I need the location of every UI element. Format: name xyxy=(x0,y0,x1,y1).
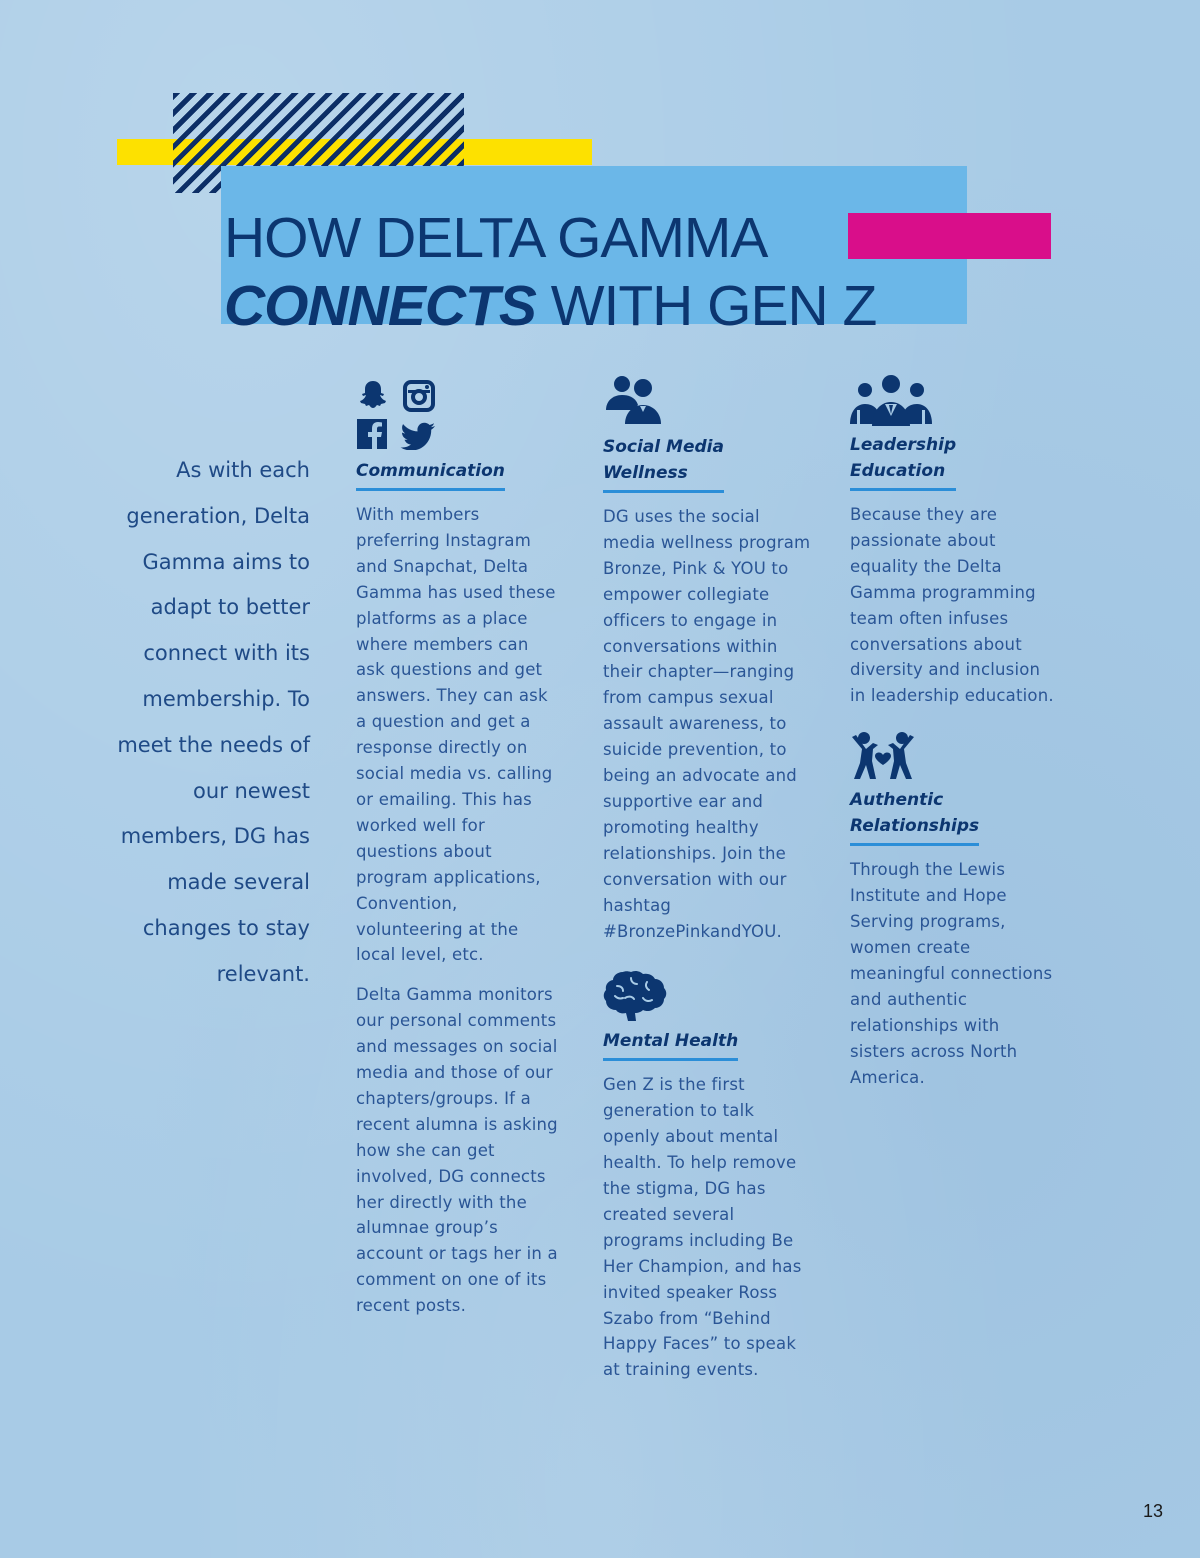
communication-body-1: With members preferring Instagram and Snapchat, Delta Gamma has used these platforms as a place where members can ask questions and get answers. They can ask a question and get a response directly on social media vs. calling or emailing. This has worked well for questions about program applications, Convention, volunteering at the local level, etc. xyxy=(356,505,556,965)
mental-health-body: Gen Z is the first generation to talk openly about mental health. To help remove the stigma, DG has created several programs including Be Her Champion, and has invited speaker Ross Szabo from “Behind Happy Faces” to speak at training events. xyxy=(603,1075,802,1380)
le-heading-line-2: Education xyxy=(850,461,946,481)
intro-text: As with each generation, Delta Gamma aims to adapt to better connect with its membership. To meet the needs of our newest members, DG has made several changes to stay relevant. xyxy=(117,458,310,986)
mental-health-heading: Mental Health xyxy=(603,1028,738,1061)
title-line-2: WITH GEN Z xyxy=(535,274,877,338)
social-media-wellness-heading xyxy=(603,434,724,493)
ar-heading-line-1: Authentic xyxy=(850,790,944,811)
page-number: 13 xyxy=(1143,1501,1164,1521)
mental-health-section xyxy=(603,968,811,1383)
facebook-icon xyxy=(357,419,387,449)
communication-heading: Communication xyxy=(356,458,505,491)
ar-heading-line-2: Relationships xyxy=(850,816,980,837)
title-line-1: HOW DELTA GAMMA xyxy=(224,206,768,270)
authentic-relationships-body: Through the Lewis Institute and Hope Serving programs, women create meaningful connections and authentic relationships with sisters across North America. xyxy=(850,860,1053,1087)
people-group-icon xyxy=(603,374,663,426)
communication-body-2: Delta Gamma monitors our personal comments and messages on social media and those of our chapters/groups. If a recent alumna is asking how she can get involved, DG connects her directly with the alumnae group’s account or tags her in a comment on one of its recent posts. xyxy=(356,985,558,1316)
leadership-education-heading xyxy=(850,432,956,491)
brain-icon xyxy=(603,968,667,1024)
friends-heart-icon xyxy=(850,731,916,783)
twitter-icon xyxy=(400,422,436,450)
social-media-wellness-section xyxy=(603,374,811,1383)
le-heading-line-1: Leadership xyxy=(850,435,957,455)
instagram-icon xyxy=(403,380,435,412)
authentic-relationships-heading xyxy=(850,787,979,846)
social-media-wellness-body: DG uses the social media wellness program Bronze, Pink & YOU to empower collegiate officers to engage in conversations within their chapter—ranging from campus sexual assault awareness, to suicide prevention, to being an advocate and supportive ear and promoting healthy relationships. Join the conversation with our hashtag #BronzePinkandYOU. xyxy=(603,507,811,941)
social-icons-group xyxy=(356,378,446,450)
communication-section xyxy=(356,378,561,1319)
team-leaders-icon xyxy=(850,374,932,426)
snapchat-icon xyxy=(356,378,390,412)
leadership-education-body: Because they are passionate about equality the Delta Gamma programming team often infuses conversations about diversity and inclusion in leadership education. xyxy=(850,505,1054,706)
title-emphasis: CONNECTS xyxy=(224,274,536,338)
smw-heading-line-1: Social Media xyxy=(603,437,724,457)
authentic-relationships-section xyxy=(850,731,1055,1090)
page-title xyxy=(224,204,964,340)
leadership-education-section xyxy=(850,374,1055,1090)
smw-heading-line-2: Wellness xyxy=(603,463,688,483)
